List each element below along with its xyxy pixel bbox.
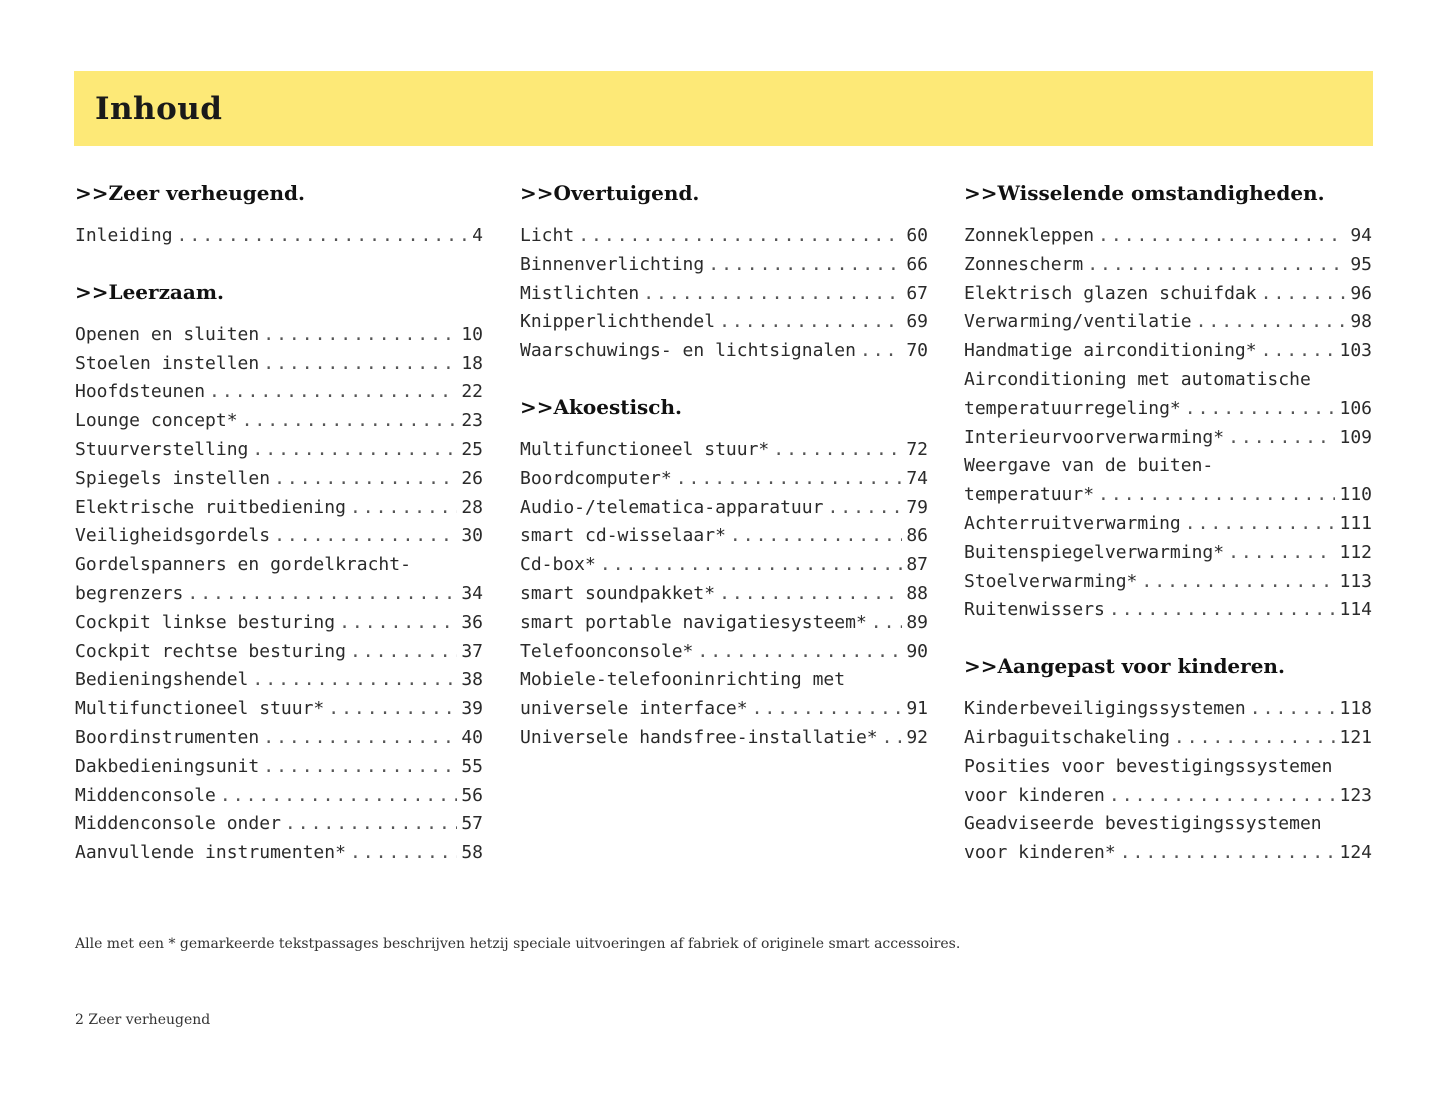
toc-entry-line[interactable]: Weergave van de buiten- bbox=[964, 455, 1214, 477]
toc-entry-title: voor kinderen bbox=[964, 784, 1105, 806]
toc-entry[interactable] bbox=[520, 638, 928, 667]
dot-leader bbox=[1141, 568, 1335, 597]
toc-entry-title: Multifunctioneel stuur* bbox=[520, 438, 770, 460]
dot-leader bbox=[1228, 424, 1335, 453]
toc-page-number: 60 bbox=[906, 225, 928, 246]
toc-page-number: 37 bbox=[461, 640, 483, 662]
toc-entry-title: Cockpit linkse besturing bbox=[75, 611, 336, 633]
toc-page-number: 39 bbox=[461, 698, 483, 720]
toc-entry-title: Mistlichten bbox=[520, 282, 640, 304]
toc-entry-title: universele interface* bbox=[520, 698, 748, 720]
toc-page-number: 113 bbox=[1339, 570, 1372, 592]
toc-entry-title: Multifunctioneel stuur* bbox=[75, 698, 325, 720]
toc-page-number: 109 bbox=[1339, 426, 1372, 448]
toc-page-number: 66 bbox=[906, 253, 928, 275]
toc-page-number: 56 bbox=[461, 784, 483, 806]
toc-entry[interactable] bbox=[964, 539, 1372, 568]
toc-entry[interactable] bbox=[964, 568, 1372, 597]
dot-leader bbox=[1261, 280, 1347, 309]
toc-entry-title: Waarschuwings- en lichtsignalen bbox=[520, 340, 856, 362]
toc-entry[interactable] bbox=[75, 753, 483, 782]
dot-leader bbox=[1174, 724, 1336, 753]
dot-leader bbox=[328, 695, 457, 724]
toc-entry-title: Veiligheidsgordels bbox=[75, 525, 271, 547]
toc-column-2 bbox=[520, 178, 928, 753]
toc-entry[interactable] bbox=[75, 810, 483, 839]
dot-leader bbox=[643, 280, 902, 309]
toc-entry[interactable] bbox=[964, 337, 1372, 366]
toc-entry-title: Stoelverwarming* bbox=[964, 570, 1138, 592]
section-title: >>Zeer verheugend. bbox=[75, 181, 305, 205]
toc-page-number: 10 bbox=[461, 323, 483, 345]
toc-column-1 bbox=[75, 178, 483, 868]
toc-entry-title: Buitenspiegelverwarming* bbox=[964, 541, 1225, 563]
toc-entry[interactable] bbox=[964, 481, 1372, 510]
toc-page-number: 70 bbox=[906, 340, 928, 362]
toc-entry-title: Middenconsole bbox=[75, 784, 216, 806]
toc-page-number: 89 bbox=[906, 611, 928, 633]
toc-entry-line[interactable]: Posities voor bevestigingssystemen bbox=[964, 755, 1333, 777]
toc-entry-title: smart portable navigatiesysteem* bbox=[520, 611, 867, 633]
toc-page-number: 72 bbox=[906, 438, 928, 460]
dot-leader bbox=[263, 724, 457, 753]
toc-entry[interactable] bbox=[520, 695, 928, 724]
toc-entry[interactable] bbox=[964, 424, 1372, 453]
toc-section bbox=[75, 178, 483, 251]
toc-section bbox=[520, 178, 928, 366]
toc-entry[interactable] bbox=[520, 251, 928, 280]
toc-entry[interactable] bbox=[964, 510, 1372, 539]
toc-page-number: 88 bbox=[906, 582, 928, 604]
dot-leader bbox=[871, 609, 903, 638]
toc-entry[interactable] bbox=[964, 395, 1372, 424]
toc-page-number: 74 bbox=[906, 467, 928, 489]
toc-entry[interactable] bbox=[964, 596, 1372, 625]
toc-entry-title: Telefoonconsole* bbox=[520, 640, 694, 662]
toc-entry-line[interactable]: Gordelspanners en gordelkracht- bbox=[75, 554, 411, 576]
toc-page-number: 79 bbox=[906, 496, 928, 518]
toc-entry[interactable] bbox=[75, 666, 483, 695]
toc-page-number: 22 bbox=[461, 381, 483, 403]
toc-page-number: 18 bbox=[461, 352, 483, 374]
toc-entry-title: Zonnescherm bbox=[964, 253, 1084, 275]
toc-entry-title: Cd-box* bbox=[520, 554, 596, 576]
toc-entry[interactable] bbox=[964, 222, 1372, 251]
toc-entry[interactable] bbox=[964, 280, 1372, 309]
dot-leader bbox=[1098, 222, 1346, 251]
dot-leader bbox=[1109, 782, 1336, 811]
toc-section bbox=[75, 277, 483, 868]
dot-leader bbox=[578, 222, 902, 251]
toc-entry-title: Lounge concept* bbox=[75, 410, 238, 432]
toc-entry[interactable] bbox=[520, 308, 928, 337]
toc-page-number: 26 bbox=[461, 467, 483, 489]
toc-entry-title: Licht bbox=[520, 225, 575, 246]
toc-page-number: 23 bbox=[461, 410, 483, 432]
toc-entry-title: Aanvullende instrumenten* bbox=[75, 842, 346, 864]
toc-page-number: 86 bbox=[906, 525, 928, 547]
toc-entry[interactable] bbox=[520, 724, 928, 753]
toc-page-number: 96 bbox=[1350, 282, 1372, 304]
toc-entry-title: voor kinderen* bbox=[964, 842, 1116, 864]
dot-leader bbox=[676, 465, 903, 494]
toc-entry-title: Handmatige airconditioning* bbox=[964, 340, 1257, 362]
toc-entry-title: Dakbedieningsunit bbox=[75, 755, 260, 777]
toc-entry[interactable] bbox=[520, 337, 928, 366]
dot-leader bbox=[600, 551, 902, 580]
toc-page-number: 30 bbox=[461, 525, 483, 547]
dot-leader bbox=[860, 337, 902, 366]
toc-page-number: 87 bbox=[906, 554, 928, 576]
toc-entry-line[interactable]: Mobiele-telefooninrichting met bbox=[520, 669, 846, 691]
footnote: Alle met een * gemarkeerde tekstpassages beschrijven hetzij speciale uitvoeringen af fabriek of originele smart accessoires. bbox=[75, 936, 961, 952]
dot-leader bbox=[350, 638, 457, 667]
toc-page-number: 111 bbox=[1339, 512, 1372, 534]
toc-page-number: 114 bbox=[1339, 599, 1372, 621]
section-title: >>Aangepast voor kinderen. bbox=[964, 654, 1285, 679]
dot-leader bbox=[697, 638, 902, 667]
toc-entry[interactable] bbox=[75, 378, 483, 407]
toc-entry-title: Zonnekleppen bbox=[964, 225, 1095, 246]
toc-page-number: 36 bbox=[461, 611, 483, 633]
toc-entry[interactable] bbox=[964, 782, 1372, 811]
dot-leader bbox=[350, 839, 457, 868]
toc-entry-title: Binnenverlichting bbox=[520, 253, 705, 275]
dot-leader bbox=[242, 407, 458, 436]
title-banner bbox=[74, 71, 1373, 146]
toc-entry-title: Ruitenwissers bbox=[964, 599, 1105, 621]
toc-entry[interactable] bbox=[75, 407, 483, 436]
dot-leader bbox=[752, 695, 903, 724]
toc-entry[interactable] bbox=[964, 251, 1372, 280]
toc-entry[interactable] bbox=[520, 609, 928, 638]
toc-page-number: 67 bbox=[906, 282, 928, 304]
toc-entry-title: Hoofdsteunen bbox=[75, 381, 206, 403]
toc-entry[interactable] bbox=[75, 465, 483, 494]
toc-entry[interactable] bbox=[964, 839, 1372, 868]
toc-entry-title: Inleiding bbox=[75, 225, 173, 246]
toc-entry[interactable] bbox=[520, 580, 928, 609]
dot-leader bbox=[263, 321, 457, 350]
dot-leader bbox=[1250, 695, 1336, 724]
toc-entry-title: temperatuurregeling* bbox=[964, 397, 1181, 419]
toc-entry[interactable] bbox=[520, 551, 928, 580]
section-title: >>Akoestisch. bbox=[520, 394, 682, 419]
toc-entry[interactable] bbox=[520, 222, 928, 251]
toc-page-number: 124 bbox=[1339, 842, 1372, 864]
page-title: Inhoud bbox=[95, 91, 223, 127]
toc-page-number: 112 bbox=[1339, 541, 1372, 563]
toc-entry-title: Kinderbeveiligingssystemen bbox=[964, 698, 1246, 720]
section-title: >>Leerzaam. bbox=[75, 279, 224, 304]
dot-leader bbox=[339, 609, 457, 638]
toc-page-number: 90 bbox=[906, 640, 928, 662]
toc-entry[interactable] bbox=[75, 222, 483, 251]
dot-leader bbox=[252, 436, 457, 465]
toc-entry[interactable] bbox=[75, 695, 483, 724]
toc-page-number: 57 bbox=[461, 813, 483, 835]
toc-page-number: 58 bbox=[461, 842, 483, 864]
dot-leader bbox=[285, 810, 457, 839]
toc-page-number: 92 bbox=[906, 726, 928, 748]
toc-page-number: 110 bbox=[1339, 484, 1372, 506]
toc-page-number: 123 bbox=[1339, 784, 1372, 806]
toc-entry-title: Airbaguitschakeling bbox=[964, 726, 1170, 748]
dot-leader bbox=[252, 666, 457, 695]
toc-entry-title: Boordinstrumenten bbox=[75, 726, 260, 748]
toc-entry-title: Interieurvoorverwarming* bbox=[964, 426, 1225, 448]
toc-entry[interactable] bbox=[75, 522, 483, 551]
dot-leader bbox=[177, 222, 469, 251]
toc-entry-title: smart soundpakket* bbox=[520, 582, 716, 604]
toc-entry[interactable] bbox=[520, 436, 928, 465]
toc-entry[interactable] bbox=[75, 494, 483, 523]
toc-page-number: 69 bbox=[906, 311, 928, 333]
toc-entry-title: temperatuur* bbox=[964, 484, 1095, 506]
dot-leader bbox=[263, 350, 457, 379]
toc-entry[interactable] bbox=[75, 350, 483, 379]
dot-leader bbox=[187, 580, 457, 609]
toc-column-3 bbox=[964, 178, 1372, 868]
toc-entry[interactable] bbox=[964, 308, 1372, 337]
toc-section bbox=[520, 392, 928, 753]
toc-entry[interactable] bbox=[520, 522, 928, 551]
toc-entry-title: Cockpit rechtse besturing bbox=[75, 640, 346, 662]
toc-entry[interactable] bbox=[75, 609, 483, 638]
dot-leader bbox=[1109, 596, 1336, 625]
toc-page-number: 103 bbox=[1339, 340, 1372, 362]
toc-entry-title: Stuurverstelling bbox=[75, 438, 249, 460]
dot-leader bbox=[263, 753, 457, 782]
toc-entry-title: Openen en sluiten bbox=[75, 323, 260, 345]
toc-entry[interactable] bbox=[520, 494, 928, 523]
toc-page-number: 91 bbox=[906, 698, 928, 720]
dot-leader bbox=[274, 465, 457, 494]
toc-entry[interactable] bbox=[75, 580, 483, 609]
dot-leader bbox=[1087, 251, 1346, 280]
toc-entry-title: smart cd-wisselaar* bbox=[520, 525, 726, 547]
toc-page-number: 95 bbox=[1350, 253, 1372, 275]
dot-leader bbox=[209, 378, 457, 407]
toc-page-number: 25 bbox=[461, 438, 483, 460]
toc-entry-title: begrenzers bbox=[75, 582, 184, 604]
toc-entry-title: Bedieningshendel bbox=[75, 669, 249, 691]
toc-entry[interactable] bbox=[75, 724, 483, 753]
dot-leader bbox=[708, 251, 902, 280]
dot-leader bbox=[1120, 839, 1336, 868]
dot-leader bbox=[1261, 337, 1336, 366]
toc-page-number: 98 bbox=[1350, 311, 1372, 333]
dot-leader bbox=[1098, 481, 1335, 510]
toc-entry-title: Spiegels instellen bbox=[75, 467, 271, 489]
toc-entry[interactable] bbox=[75, 321, 483, 350]
toc-page-number: 94 bbox=[1350, 225, 1372, 246]
section-title: >>Overtuigend. bbox=[520, 181, 700, 205]
toc-entry[interactable] bbox=[75, 436, 483, 465]
section-title: >>Wisselende omstandigheden. bbox=[964, 181, 1325, 205]
toc-entry[interactable] bbox=[75, 782, 483, 811]
dot-leader bbox=[719, 308, 902, 337]
toc-page-number: 40 bbox=[461, 726, 483, 748]
dot-leader bbox=[730, 522, 902, 551]
page-footer: 2 Zeer verheugend bbox=[75, 1012, 211, 1028]
toc-entry[interactable] bbox=[520, 280, 928, 309]
toc-entry[interactable] bbox=[964, 695, 1372, 724]
toc-entry[interactable] bbox=[520, 465, 928, 494]
toc-page-number: 121 bbox=[1339, 726, 1372, 748]
toc-entry-title: Middenconsole onder bbox=[75, 813, 281, 835]
dot-leader bbox=[220, 782, 457, 811]
toc-entry-title: Boordcomputer* bbox=[520, 467, 672, 489]
dot-leader bbox=[1196, 308, 1347, 337]
toc-entry-title: Audio-/telematica-apparatuur bbox=[520, 496, 824, 518]
dot-leader bbox=[882, 724, 903, 753]
toc-page-number: 34 bbox=[461, 582, 483, 604]
toc-entry-title: Universele handsfree-installatie* bbox=[520, 726, 878, 748]
toc-entry-line[interactable]: Geadviseerde bevestigingssystemen bbox=[964, 813, 1322, 835]
dot-leader bbox=[350, 494, 457, 523]
dot-leader bbox=[1228, 539, 1335, 568]
dot-leader bbox=[1185, 510, 1336, 539]
toc-entry[interactable] bbox=[75, 839, 483, 868]
toc-entry-title: Elektrisch glazen schuifdak bbox=[964, 282, 1257, 304]
toc-entry-title: Elektrische ruitbediening bbox=[75, 496, 346, 518]
toc-entry[interactable] bbox=[75, 638, 483, 667]
toc-page-number: 106 bbox=[1339, 397, 1372, 419]
toc-entry-title: Verwarming/ventilatie bbox=[964, 311, 1192, 333]
toc-section bbox=[964, 651, 1372, 868]
toc-page-number: 118 bbox=[1339, 698, 1372, 720]
toc-entry-title: Achterruitverwarming bbox=[964, 512, 1181, 534]
toc-entry-title: Knipperlichthendel bbox=[520, 311, 716, 333]
dot-leader bbox=[1185, 395, 1336, 424]
toc-entry[interactable] bbox=[964, 724, 1372, 753]
dot-leader bbox=[274, 522, 457, 551]
toc-entry-title: Stoelen instellen bbox=[75, 352, 260, 374]
toc-entry-line[interactable]: Airconditioning met automatische bbox=[964, 368, 1311, 390]
toc-section bbox=[964, 178, 1372, 625]
toc-page-number: 55 bbox=[461, 755, 483, 777]
dot-leader bbox=[827, 494, 902, 523]
dot-leader bbox=[773, 436, 902, 465]
toc-page-number: 28 bbox=[461, 496, 483, 518]
toc-page-number: 4 bbox=[472, 225, 483, 246]
toc-page-number: 38 bbox=[461, 669, 483, 691]
dot-leader bbox=[719, 580, 902, 609]
